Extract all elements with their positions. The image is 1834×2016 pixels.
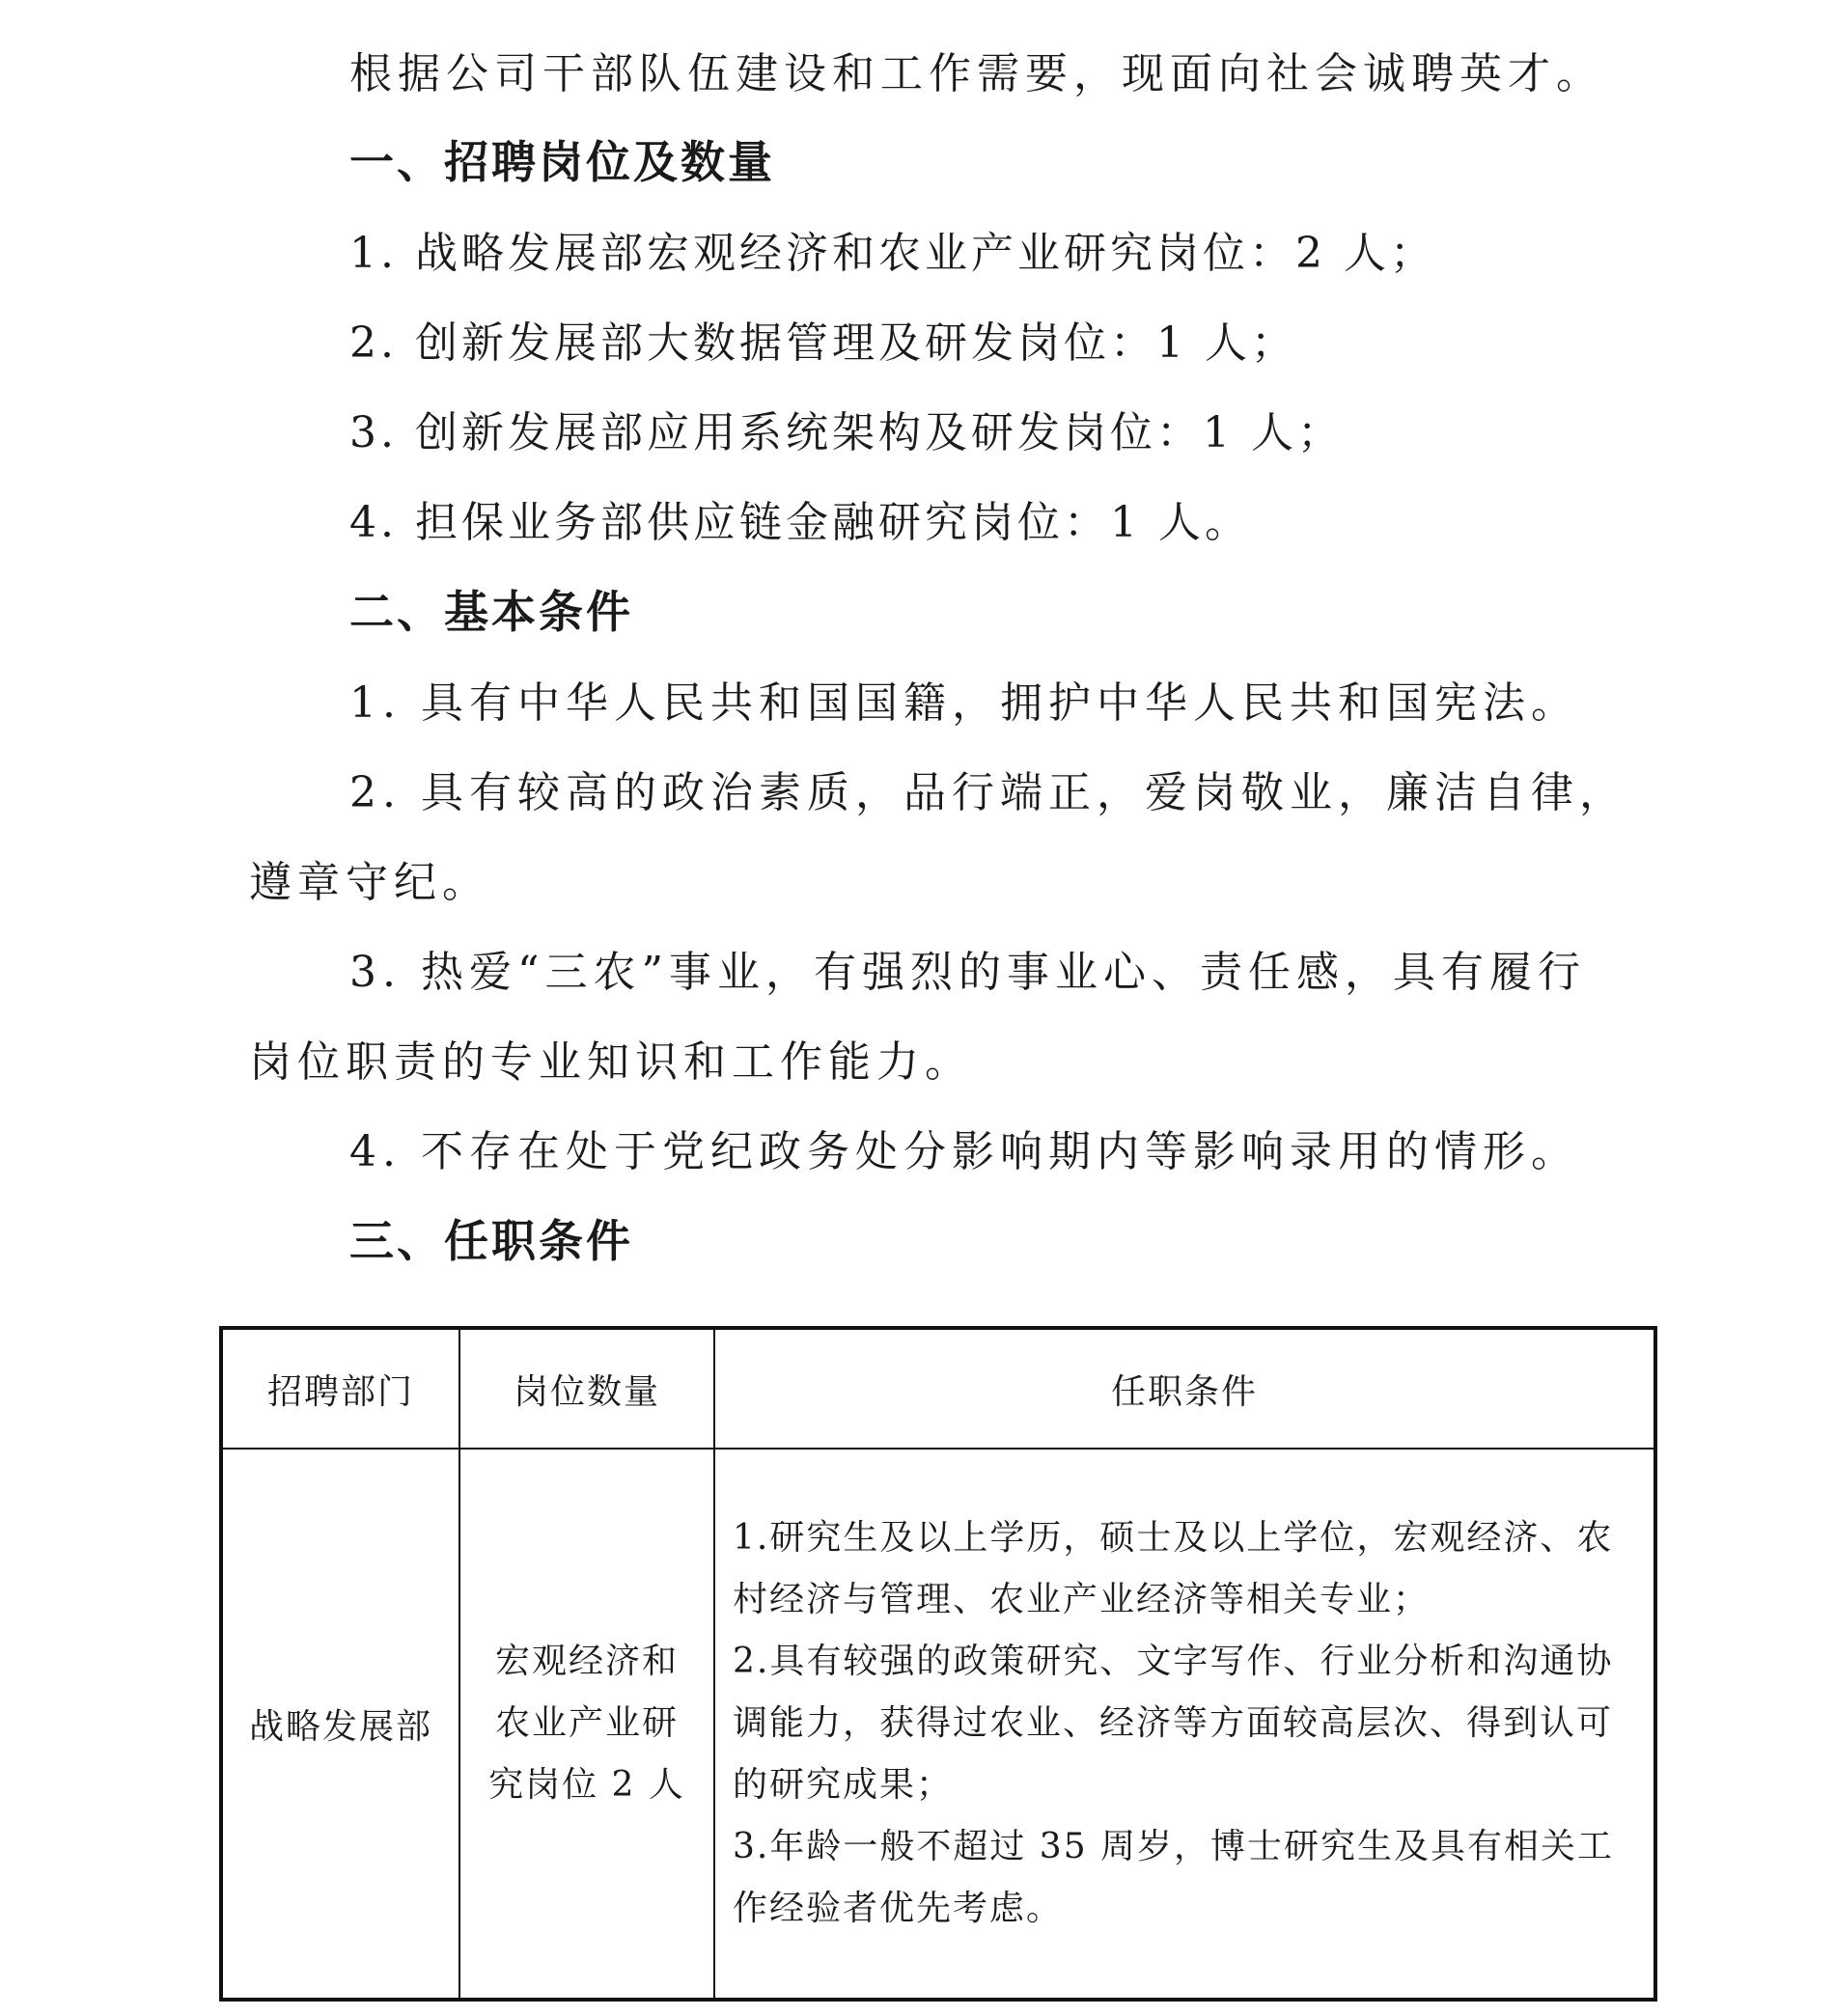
header-position-count: 岗位数量 (459, 1328, 714, 1449)
basic-condition-item: 1. 具有中华人民共和国国籍，拥护中华人民共和国宪法。 (349, 678, 1579, 728)
header-department: 招聘部门 (221, 1328, 459, 1449)
cell-position: 宏观经济和农业产业研究岗位 2 人 (459, 1449, 714, 2000)
intro-paragraph: 根据公司干部队伍建设和工作需要，现面向社会诚聘英才。 (349, 49, 1604, 98)
requirements-table (219, 1326, 1657, 2002)
basic-condition-item: 3. 热爱“三农”事业，有强烈的事业心、责任感，具有履行岗位职责的专业知识和工作能力。 (249, 948, 1586, 1087)
cell-department: 战略发展部 (221, 1449, 459, 2000)
requirement-item: 2.具有较强的政策研究、文字写作、行业分析和沟通协调能力，获得过农业、经济等方面较高层次、得到认可的研究成果； (733, 1642, 1614, 1805)
cell-requirements (714, 1449, 1655, 2000)
position-item: 1. 战略发展部宏观经济和农业产业研究岗位：2 人； (349, 229, 1436, 278)
table-header-row (221, 1328, 1655, 1449)
requirement-item: 3.年龄一般不超过 35 周岁，博士研究生及具有相关工作经验者优先考虑。 (733, 1827, 1615, 1928)
basic-condition-item: 4. 不存在处于党纪政务处分影响期内等影响录用的情形。 (349, 1127, 1579, 1176)
section-heading-job-requirements: 三、任职条件 (349, 1215, 633, 1267)
position-item: 3. 创新发展部应用系统架构及研发岗位：1 人； (349, 408, 1344, 457)
table-row (221, 1449, 1655, 2000)
section-heading-positions: 一、招聘岗位及数量 (349, 136, 775, 188)
position-item: 4. 担保业务部供应链金融研究岗位：1 人。 (349, 498, 1251, 547)
basic-condition-item: 2. 具有较高的政治素质，品行端正，爱岗敬业，廉洁自律，遵章守纪。 (249, 768, 1627, 907)
requirement-item: 1.研究生及以上学历，硕士及以上学位，宏观经济、农村经济与管理、农业产业经济等相关专业； (733, 1518, 1614, 1619)
section-heading-basic-conditions: 二、基本条件 (349, 586, 633, 638)
header-requirements: 任职条件 (714, 1328, 1655, 1449)
position-item: 2. 创新发展部大数据管理及研发岗位：1 人； (349, 318, 1297, 368)
